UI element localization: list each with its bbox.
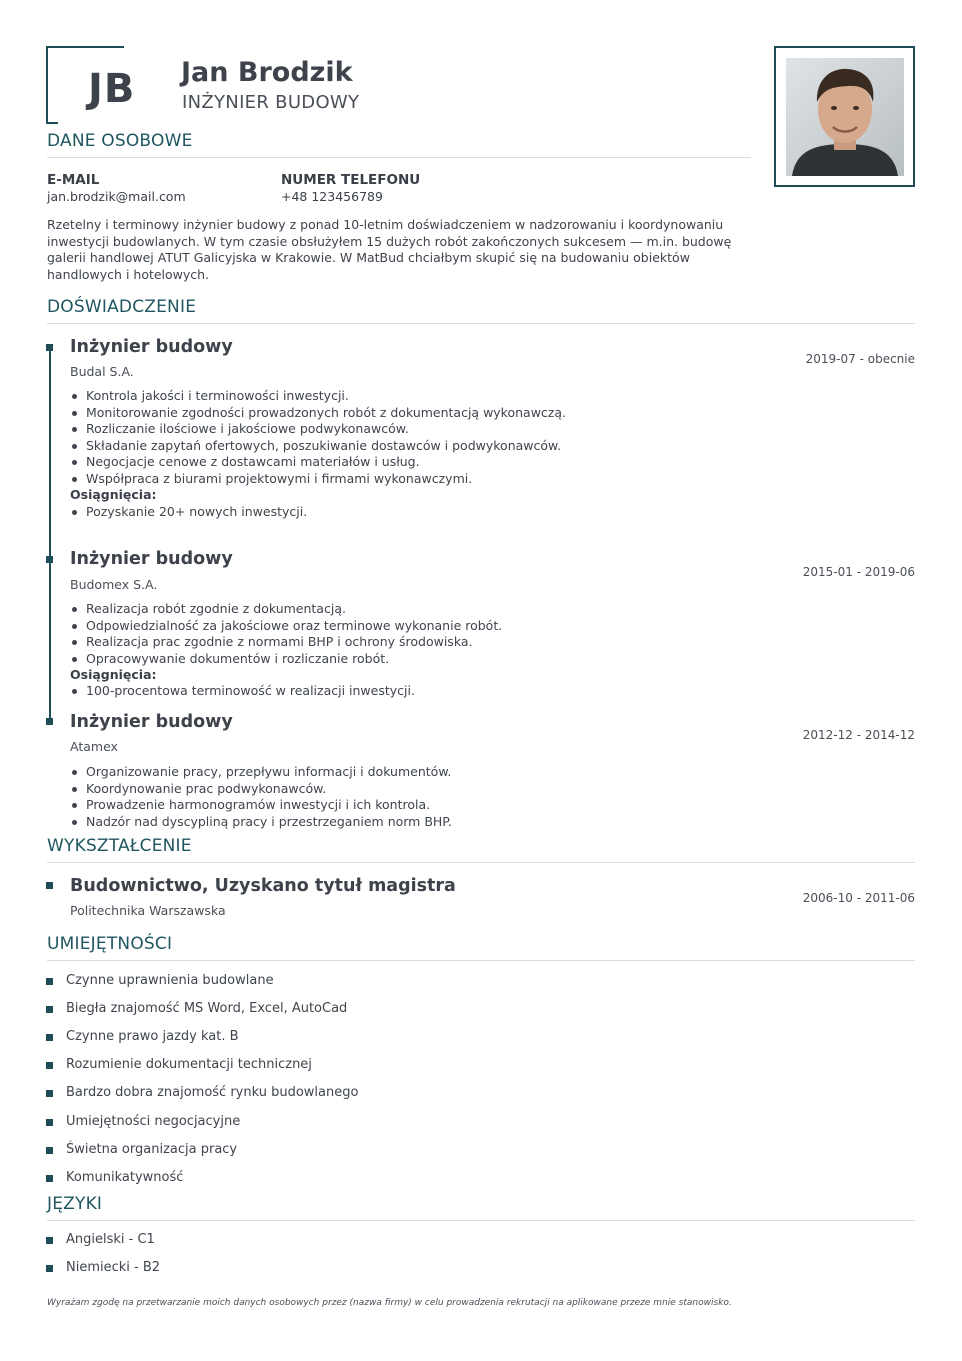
section-divider — [47, 1220, 915, 1221]
language-item: Angielski - C1 — [66, 1232, 155, 1247]
list-item: Współpraca z biurami projektowymi i firmami wykonawczymi. — [70, 471, 770, 488]
list-item: Pozyskanie 20+ nowych inwestycji. — [70, 504, 770, 521]
list-item: Realizacja robót zgodnie z dokumentacją. — [70, 601, 770, 618]
skill-bullet — [46, 1175, 53, 1182]
list-item: Kontrola jakości i terminowości inwestycji. — [70, 388, 770, 405]
list-item: Prowadzenie harmonogramów inwestycji i ich kontrola. — [70, 797, 770, 814]
section-title-skills: UMIEJĘTNOŚCI — [47, 934, 173, 954]
section-divider — [47, 157, 751, 158]
education-school: Politechnika Warszawska — [70, 903, 226, 918]
job-company: Atamex — [70, 739, 118, 754]
job-dates: 2012-12 - 2014-12 — [802, 728, 915, 742]
achievements-list — [70, 683, 770, 700]
skill-bullet — [46, 1034, 53, 1041]
phone-label: NUMER TELEFONU — [281, 172, 421, 188]
list-item: Składanie zapytań ofertowych, poszukiwanie dostawców i podwykonawców. — [70, 438, 770, 455]
language-bullet — [46, 1237, 53, 1244]
achievements-label: Osiągnięcia: — [70, 667, 157, 682]
job-duties-list — [70, 388, 770, 487]
skill-item: Biegła znajomość MS Word, Excel, AutoCad — [66, 1001, 348, 1016]
job-title: Inżynier budowy — [70, 337, 233, 357]
education-dates: 2006-10 - 2011-06 — [802, 891, 915, 905]
skill-item: Rozumienie dokumentacji technicznej — [66, 1057, 312, 1072]
section-title-education: WYKSZTAŁCENIE — [47, 836, 192, 856]
list-item: Negocjacje cenowe z dostawcami materiałów i usług. — [70, 454, 770, 471]
phone-value[interactable]: +48 123456789 — [281, 189, 383, 204]
section-divider — [47, 960, 915, 961]
section-title-personal: DANE OSOBOWE — [47, 131, 193, 151]
achievements-label: Osiągnięcia: — [70, 487, 157, 502]
job-title: Inżynier budowy — [70, 549, 233, 569]
job-duties-list — [70, 764, 770, 830]
gdpr-consent-clause: Wyrażam zgodę na przetwarzanie moich danych osobowych przez (nazwa firmy) w celu prowadzenia rekrutacji na aplikowane przeze mnie stanowisko. — [47, 1298, 732, 1308]
skill-bullet — [46, 1062, 53, 1069]
list-item: 100-procentowa terminowość w realizacji inwestycji. — [70, 683, 770, 700]
language-bullet — [46, 1265, 53, 1272]
email-label: E-MAIL — [47, 172, 100, 188]
section-title-languages: JĘZYKI — [47, 1194, 103, 1214]
skill-item: Świetna organizacja pracy — [66, 1142, 238, 1157]
section-divider — [47, 323, 915, 324]
achievements-list — [70, 504, 770, 521]
candidate-job-title: INŻYNIER BUDOWY — [182, 92, 360, 113]
skill-item: Czynne prawo jazdy kat. B — [66, 1029, 239, 1044]
skill-item: Komunikatywność — [66, 1170, 184, 1185]
timeline-marker — [46, 718, 53, 725]
list-item: Rozliczanie ilościowe i jakościowe podwykonawców. — [70, 421, 770, 438]
job-title: Inżynier budowy — [70, 712, 233, 732]
portrait-image — [786, 58, 904, 176]
job-dates: 2015-01 - 2019-06 — [802, 565, 915, 579]
list-item: Opracowywanie dokumentów i rozliczanie robót. — [70, 651, 770, 668]
job-duties-list — [70, 601, 770, 667]
job-dates: 2019-07 - obecnie — [805, 352, 915, 366]
skill-item: Umiejętności negocjacyjne — [66, 1114, 241, 1129]
skill-item: Czynne uprawnienia budowlane — [66, 973, 274, 988]
candidate-name: Jan Brodzik — [181, 57, 353, 88]
education-marker — [46, 882, 53, 889]
skill-bullet — [46, 1006, 53, 1013]
list-item: Odpowiedzialność za jakościowe oraz terminowe wykonanie robót. — [70, 618, 770, 635]
list-item: Organizowanie pracy, przepływu informacji i dokumentów. — [70, 764, 770, 781]
section-title-experience: DOŚWIADCZENIE — [47, 297, 197, 317]
education-degree: Budownictwo, Uzyskano tytuł magistra — [70, 876, 456, 896]
timeline-marker — [46, 556, 53, 563]
skill-bullet — [46, 978, 53, 985]
language-item: Niemiecki - B2 — [66, 1260, 161, 1275]
experience-timeline — [49, 345, 51, 723]
profile-summary: Rzetelny i terminowy inżynier budowy z ponad 10-letnim doświadczeniem w nadzorowaniu i koordynowaniu inwestycji budowlanych. W tym czasie obsłużyłem 15 dużych robót zakończonych sukcesem — m.in. budowę galerii handlowej ATUT Galicyjska w Krakowie. W MatBud chciałbym skupić się na budowaniu obiektów handlowych i hotelowych. — [47, 217, 732, 282]
job-company: Budal S.A. — [70, 364, 134, 379]
monogram-frame-tick — [46, 122, 58, 124]
job-company: Budomex S.A. — [70, 577, 158, 592]
email-value[interactable]: jan.brodzik@mail.com — [47, 189, 186, 204]
avatar — [786, 58, 904, 176]
monogram-initials: JB — [88, 66, 136, 112]
timeline-marker — [46, 344, 53, 351]
section-divider — [47, 862, 915, 863]
list-item: Monitorowanie zgodności prowadzonych robót z dokumentacją wykonawczą. — [70, 405, 770, 422]
skill-item: Bardzo dobra znajomość rynku budowlanego — [66, 1085, 359, 1100]
skill-bullet — [46, 1119, 53, 1126]
skill-bullet — [46, 1147, 53, 1154]
list-item: Nadzór nad dyscypliną pracy i przestrzeganiem norm BHP. — [70, 814, 770, 831]
skill-bullet — [46, 1090, 53, 1097]
list-item: Realizacja prac zgodnie z normami BHP i ochrony środowiska. — [70, 634, 770, 651]
list-item: Koordynowanie prac podwykonawców. — [70, 781, 770, 798]
